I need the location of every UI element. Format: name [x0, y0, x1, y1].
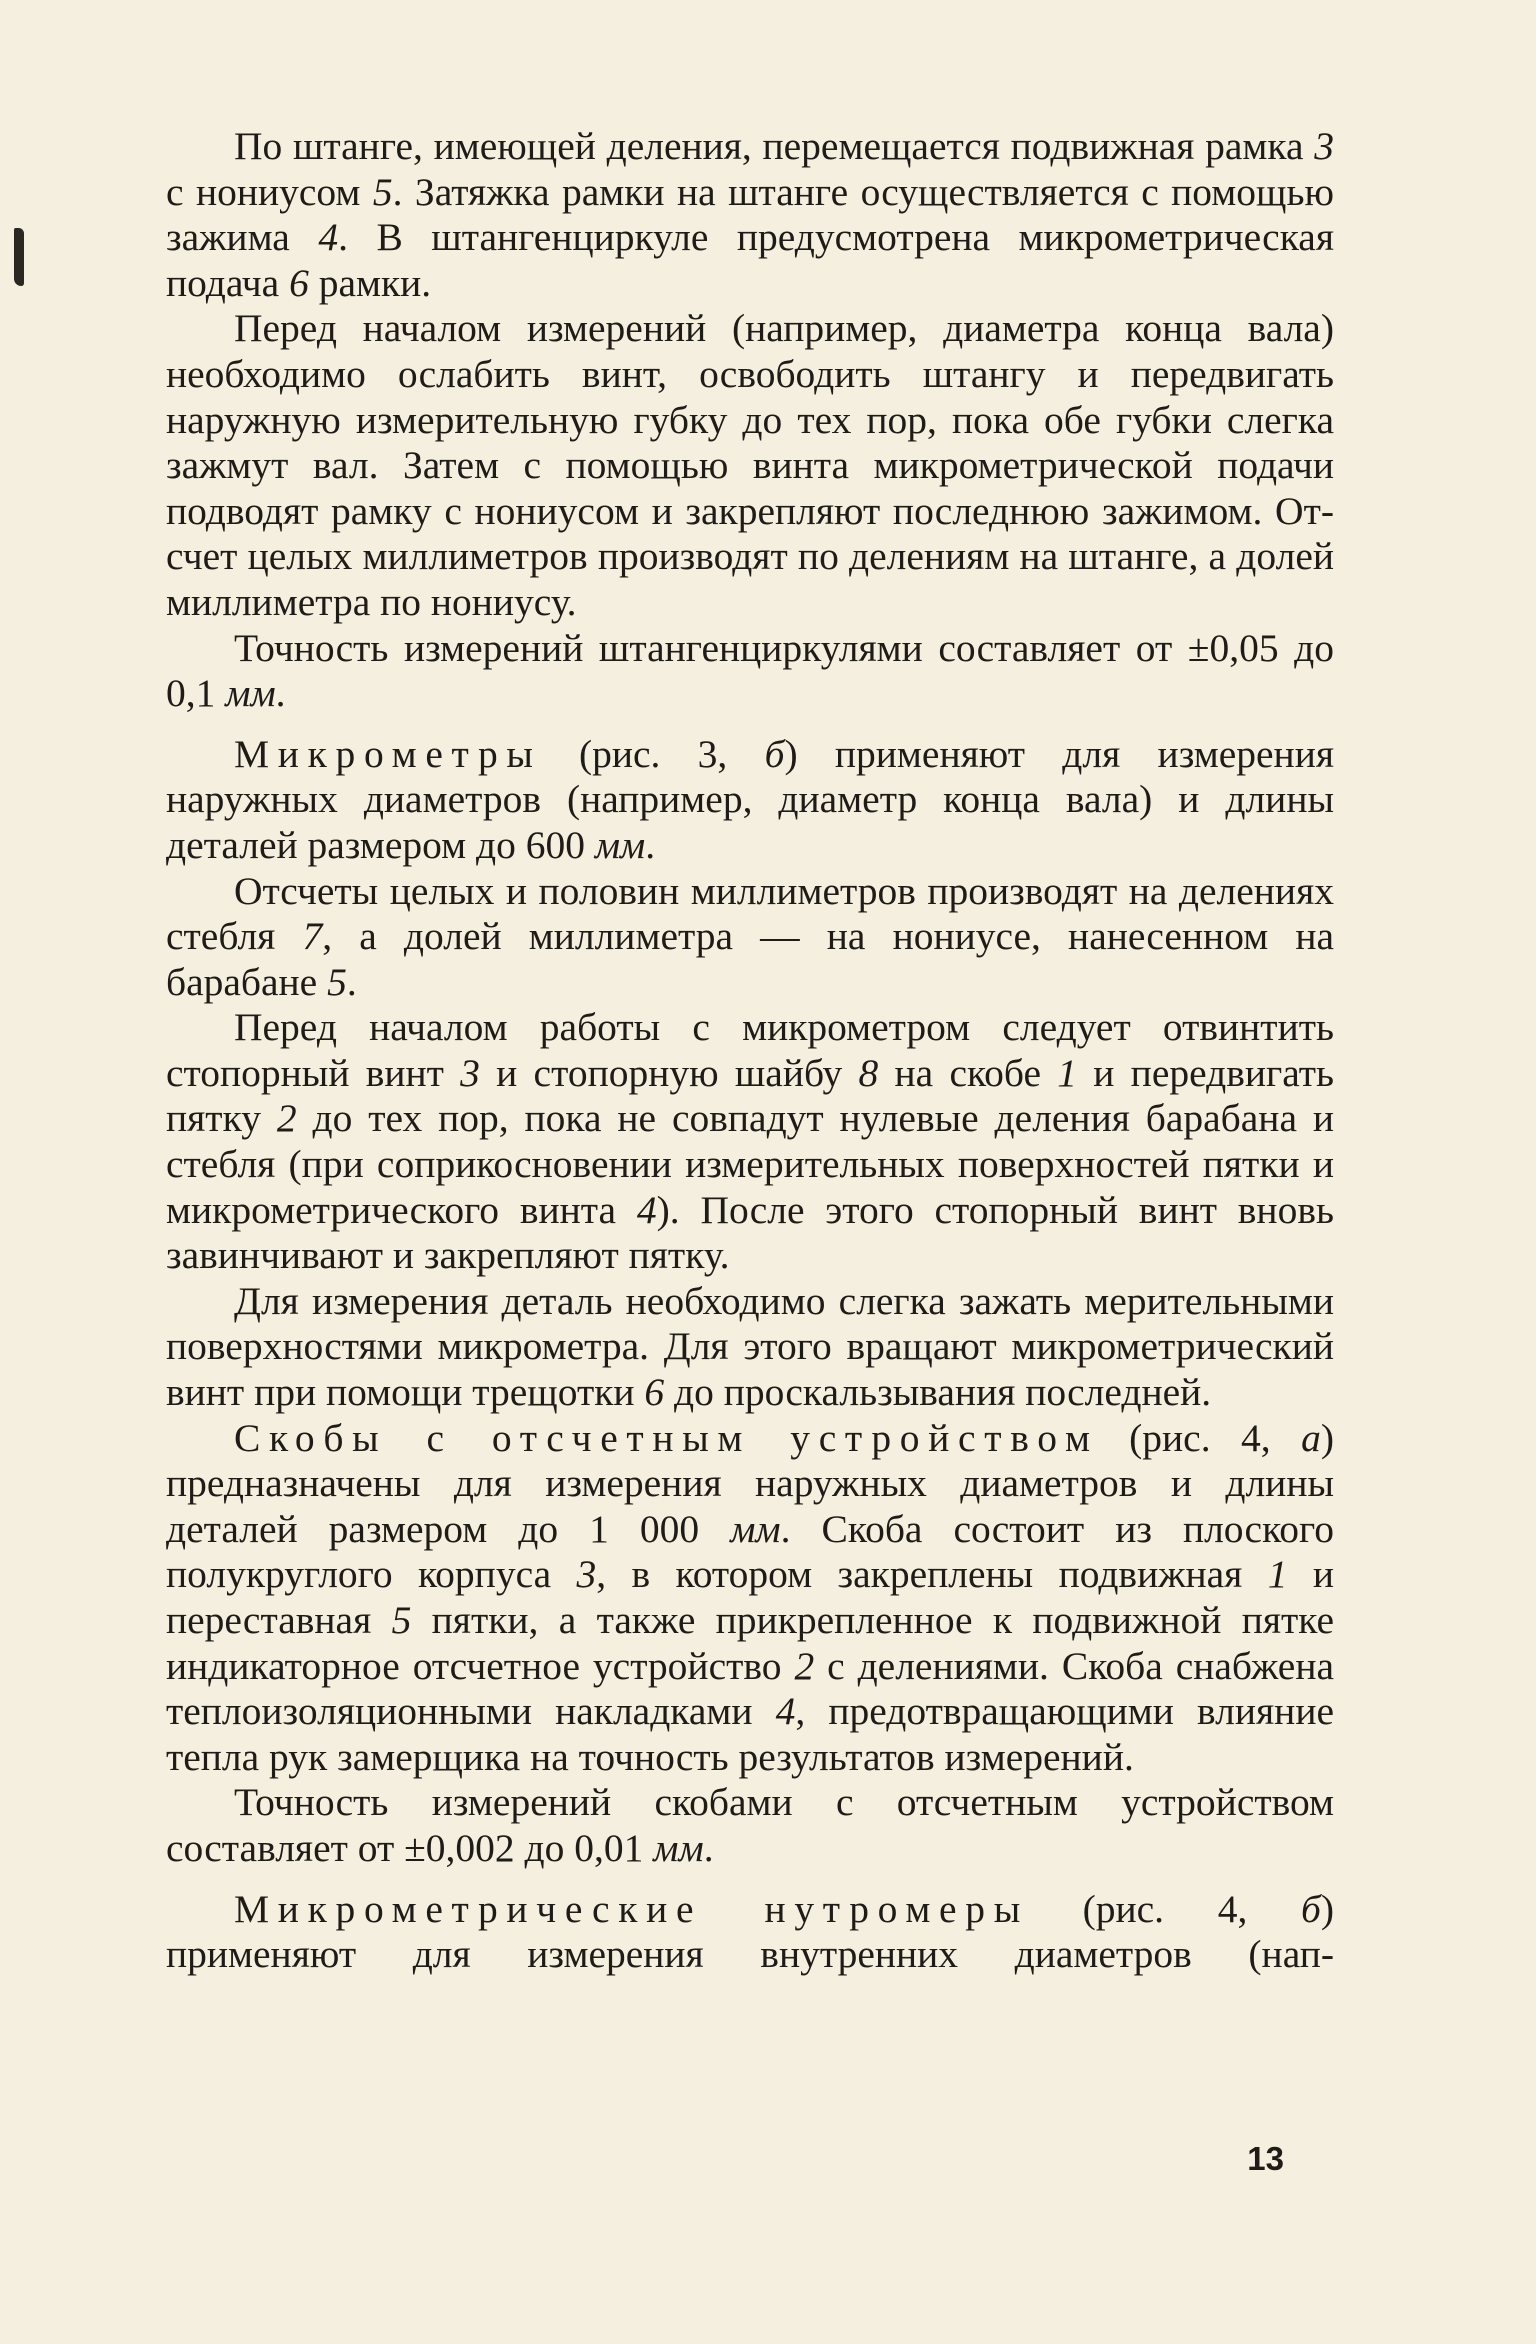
text-run: . Скоба состоит из плоского полукруглого корпуса	[166, 1506, 1334, 1597]
paragraph	[166, 732, 1334, 869]
text-run: .	[703, 1825, 714, 1870]
italic-ref: 7	[302, 914, 323, 959]
paragraph	[166, 1416, 1334, 1781]
spaced-term: Микрометры	[234, 731, 542, 776]
italic-ref: мм	[730, 1506, 781, 1551]
text-run: .	[645, 822, 656, 867]
paragraph	[166, 869, 1334, 1006]
italic-ref: б	[1300, 1886, 1321, 1931]
paragraph	[166, 306, 1334, 625]
italic-ref: мм	[225, 671, 276, 716]
paragraph	[166, 1780, 1334, 1871]
italic-ref: 3	[576, 1552, 597, 1597]
text-run: , а долей миллиметра — на нониусе, нанесенном на барабане	[166, 914, 1335, 1004]
italic-ref: 1	[1267, 1552, 1288, 1597]
italic-ref: 5	[327, 959, 347, 1004]
italic-ref: 5	[372, 169, 393, 214]
italic-ref: 3	[460, 1050, 480, 1095]
italic-ref: 6	[644, 1370, 665, 1415]
italic-ref: 1	[1057, 1050, 1078, 1095]
paragraph	[166, 626, 1334, 717]
text-run: пятки, а также прикрепленное к подвижной пятке индикаторное отсчетное устройство	[166, 1598, 1335, 1688]
text-run: Для измерения деталь необходимо слегка зажать мерительными поверхностями микрометра. Для этого вращают микрометрический винт при помощи трещотки	[166, 1278, 1334, 1415]
paragraph	[166, 1005, 1334, 1279]
italic-ref: 5	[391, 1598, 412, 1642]
text-run: ) применяют для измерения внутренних диаметров (нап-	[166, 1886, 1335, 1977]
text-run: Точность измерений скобами с отсчетным устройством составляет от ±0,002 до 0,01	[166, 1780, 1334, 1870]
italic-ref: мм	[594, 822, 646, 867]
spaced-term: Скобы с отсчетным устройством	[234, 1415, 1099, 1460]
italic-ref: 2	[794, 1643, 815, 1688]
text-run: .	[346, 959, 357, 1004]
text-run: рамки.	[308, 260, 432, 305]
text-run: с нониусом	[166, 169, 373, 214]
text-run: Перед началом измерений (например, диаметра конца вала) необходимо ослабить винт, освободить штангу и передвигать наружную измерительную губку до тех пор, пока обе губки слегка зажмут вал. Затем с помощью винта микрометрической подачи подводят рамку с нониусом и закрепляют последнюю зажимом. Отсчет целых миллиметров производят по делениям на штанге, а долей миллиметра по нониусу.	[166, 306, 1334, 624]
paragraph	[166, 1887, 1334, 1978]
text-run: на скобе	[878, 1050, 1058, 1095]
text-run: , предотвращающими влияние тепла рук замерщика на точность результатов измерений.	[166, 1689, 1334, 1779]
text-run: и переставная	[166, 1552, 1334, 1642]
text-run: По штанге, имеющей деления, перемещается подвижная рамка	[234, 124, 1315, 168]
text-run: до проскальзывания последней.	[664, 1370, 1212, 1415]
text-run: Перед началом работы с микрометром следует отвинтить стопорный винт	[166, 1005, 1334, 1095]
page-number: 13	[1247, 2140, 1284, 2177]
text-run: ). После этого стопорный винт вновь завинчивают и закрепляют пятку.	[166, 1187, 1334, 1278]
text-run: , в котором закреплены подвижная	[596, 1552, 1268, 1597]
italic-ref: 6	[289, 260, 309, 305]
italic-ref: б	[764, 731, 785, 776]
text-run: до тех пор, пока не совпадут нулевые деления барабана и стебля (при соприкосновении измерительных поверхностей пятки и микрометрического винта	[166, 1096, 1334, 1232]
spaced-term: Микрометрические нутромеры	[234, 1886, 1029, 1931]
italic-ref: мм	[653, 1825, 704, 1870]
text-run: .	[275, 671, 286, 716]
scan-ink-mark	[14, 228, 24, 286]
text-run: и передвигать пятку	[166, 1050, 1334, 1141]
text-run: (рис. 3,	[541, 731, 765, 776]
italic-ref: 8	[858, 1050, 879, 1095]
text-run: (рис. 4,	[1098, 1415, 1302, 1460]
italic-ref: 4	[318, 215, 339, 260]
text-run: ) предназначены для измерения наружных диаметров и длины деталей размером до 1 000	[166, 1415, 1335, 1551]
text-run: (рис. 4,	[1028, 1886, 1301, 1931]
body-text	[166, 124, 1334, 1978]
text-run: . В штангенциркуле предусмотрена микрометрическая подача	[166, 215, 1335, 305]
text-run: Точность измерений штангенциркулями составляет от ±0,05 до 0,1	[166, 625, 1334, 716]
text-run: ) применяют для измерения наружных диаметров (например, диаметр конца вала) и длины деталей размером до 600	[166, 731, 1334, 867]
italic-ref: 3	[1314, 124, 1334, 168]
italic-ref: 2	[276, 1096, 297, 1141]
paragraph	[166, 124, 1334, 306]
italic-ref: а	[1301, 1415, 1321, 1460]
italic-ref: 4	[636, 1187, 657, 1232]
italic-ref: 4	[775, 1689, 796, 1734]
text-run: и стопорную шайбу	[479, 1050, 859, 1095]
text-run: . Затяжка рамки на штанге осуществляется с помощью зажима	[166, 169, 1334, 260]
text-run: Отсчеты целых и половин миллиметров производят на делениях стебля	[166, 868, 1334, 959]
text-run: с делениями. Скоба снабжена теплоизоляционными накладками	[166, 1643, 1334, 1734]
paragraph	[166, 1279, 1334, 1416]
